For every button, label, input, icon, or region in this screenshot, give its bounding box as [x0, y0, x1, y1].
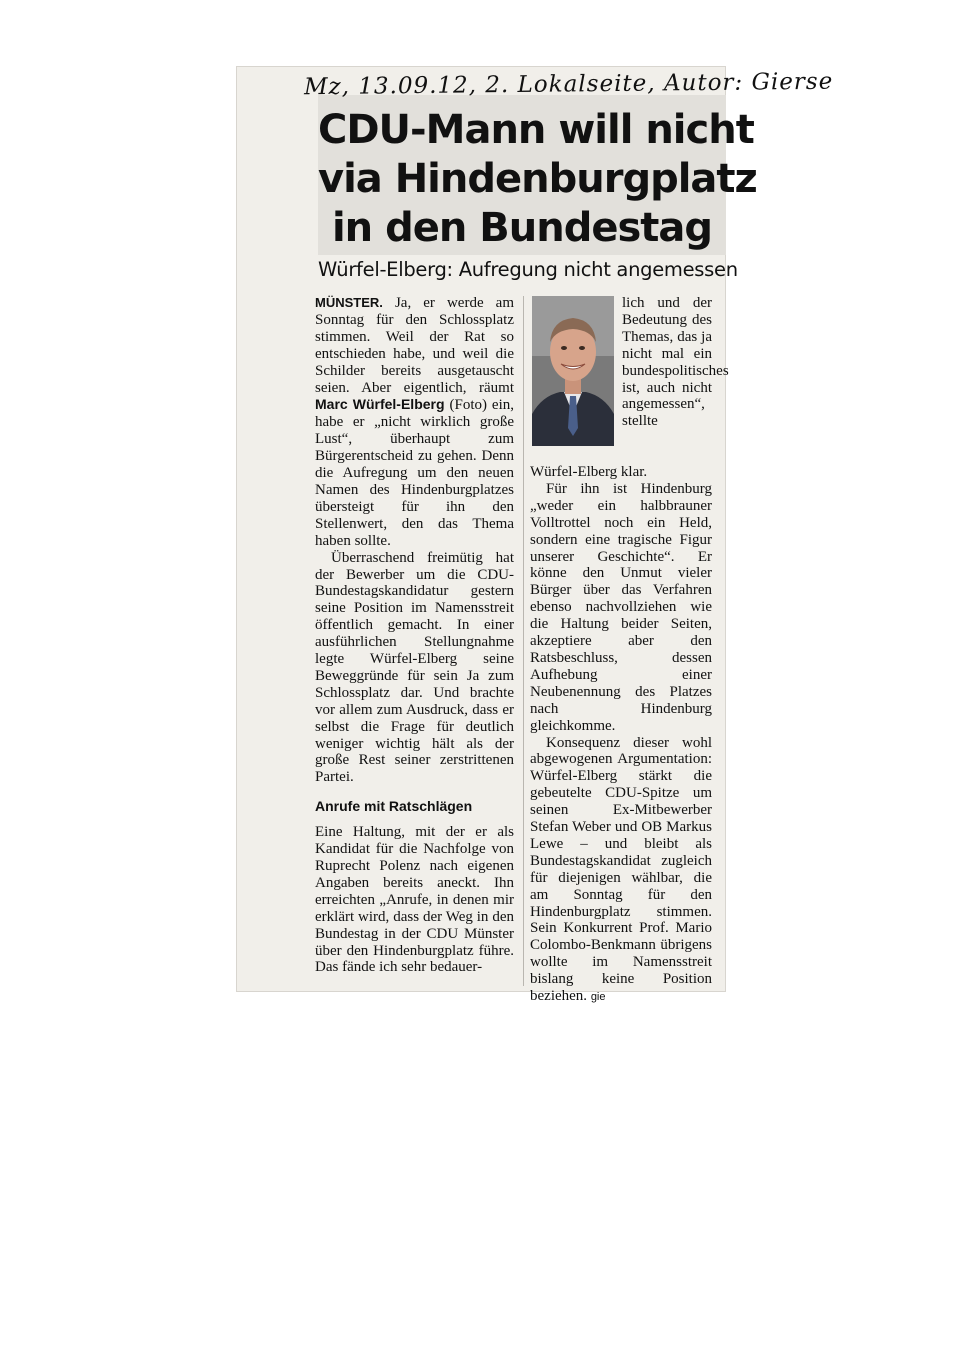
person-name: Marc Würfel-Elberg — [315, 396, 445, 413]
paragraph-5: Für ihn ist Hindenburg „weder ein halbbrauner Volltrottel noch ein Held, sondern eine tragische Figur unserer Geschichte“. Er könne den Unmut vieler Bürger über das Verfahren ebenso nachvollziehen wie die Haltung beider Seiten, akzeptiere aber den Ratsbeschluss, dessen Aufhebung einer Neubenennung des Platzes nach Hindenburg gleichkomme. — [530, 480, 712, 734]
paragraph-6-text: Konsequenz dieser wohl abgewogenen Argumentation: Würfel-Elberg stärkt die gebeutelte CDU-Spitze um seinen Ex-Mitbewerber Stefan Weber und OB Markus Lewe – und bleibt als Bundestagskandidat zugleich für diejenigen wählbar, die am Sonntag für den Hindenburgplatz stimmen. Sein Konkurrent Prof. Mario Colombo-Benkmann übrigens wollte im Namensstreit bislang keine Position beziehen. — [530, 734, 712, 1005]
headline-line-1: CDU-Mann will nicht — [318, 107, 754, 153]
paragraph-1 — [315, 295, 514, 550]
headline — [318, 106, 757, 253]
paragraph-4-end: Würfel-Elberg klar. — [530, 464, 648, 480]
article-column-2 — [530, 464, 712, 1006]
subheadline: Würfel-Elberg: Aufregung nicht angemessen — [318, 258, 738, 281]
dateline: MÜNSTER. — [315, 295, 383, 310]
paragraph-4: lich und der Bedeutung des Themas, das ja nicht mal ein bundespolitisches ist, auch nicht angemessen“, stellte — [622, 295, 729, 430]
paragraph-1-text-b: (Foto) ein, habe er „nicht wirklich große Lust“, überhaupt zum Bürgerentscheid zu gehen. Denn die Aufregung um den neuen Namen des Hindenburgplatzes übersteigt für ihn den Stellenwert, den das Thema haben sollte. — [315, 397, 514, 549]
portrait-image — [532, 296, 614, 446]
paragraph-1-text-a: Ja, er werde am Sonntag für den Schlossplatz stimmen. Weil der Rat so entschieden habe, und weil die Schilder bereits ausgetauscht seien. Aber eigentlich, räumt — [315, 295, 514, 396]
article-column-1 — [315, 295, 514, 976]
handwritten-note: Mz, 13.09.12, 2. Lokalseite, Autor: Gierse — [303, 68, 834, 101]
author-signature: gie — [590, 991, 606, 1004]
headline-line-3: in den Bundestag — [331, 205, 713, 251]
article-column-2-top — [622, 295, 729, 430]
column-divider — [523, 296, 524, 986]
paragraph-3: Eine Haltung, mit der er als Kandidat für die Nachfolge von Ruprecht Polenz nach eigenen Angaben bereits aneckt. Ihn erreichten „Anrufe, in denen mir erklärt wird, dass der Weg in den Bundestag in der CDU Münster über den Hindenburgplatz führe. Das fände ich sehr bedauer- — [315, 824, 514, 976]
paragraph-6 — [530, 735, 712, 1007]
paragraph-2: Überraschend freimütig hat der Bewerber um die CDU-Bundestagskandidatur gestern seine Position im Namensstreit öffentlich gemacht. In einer ausführlichen Stellungnahme legte Würfel-Elberg seine Beweggründe für sein Ja zum Schlossplatz dar. Und brachte vor allem zum Ausdruck, dass er selbst die Frage für deutlich weniger wichtig hält als der große Rest seiner zerstrittenen Partei. — [315, 549, 514, 786]
portrait-photo — [532, 296, 614, 446]
headline-line-2: via Hindenburgplatz — [318, 156, 757, 202]
crosshead: Anrufe mit Ratschlägen — [315, 798, 473, 815]
